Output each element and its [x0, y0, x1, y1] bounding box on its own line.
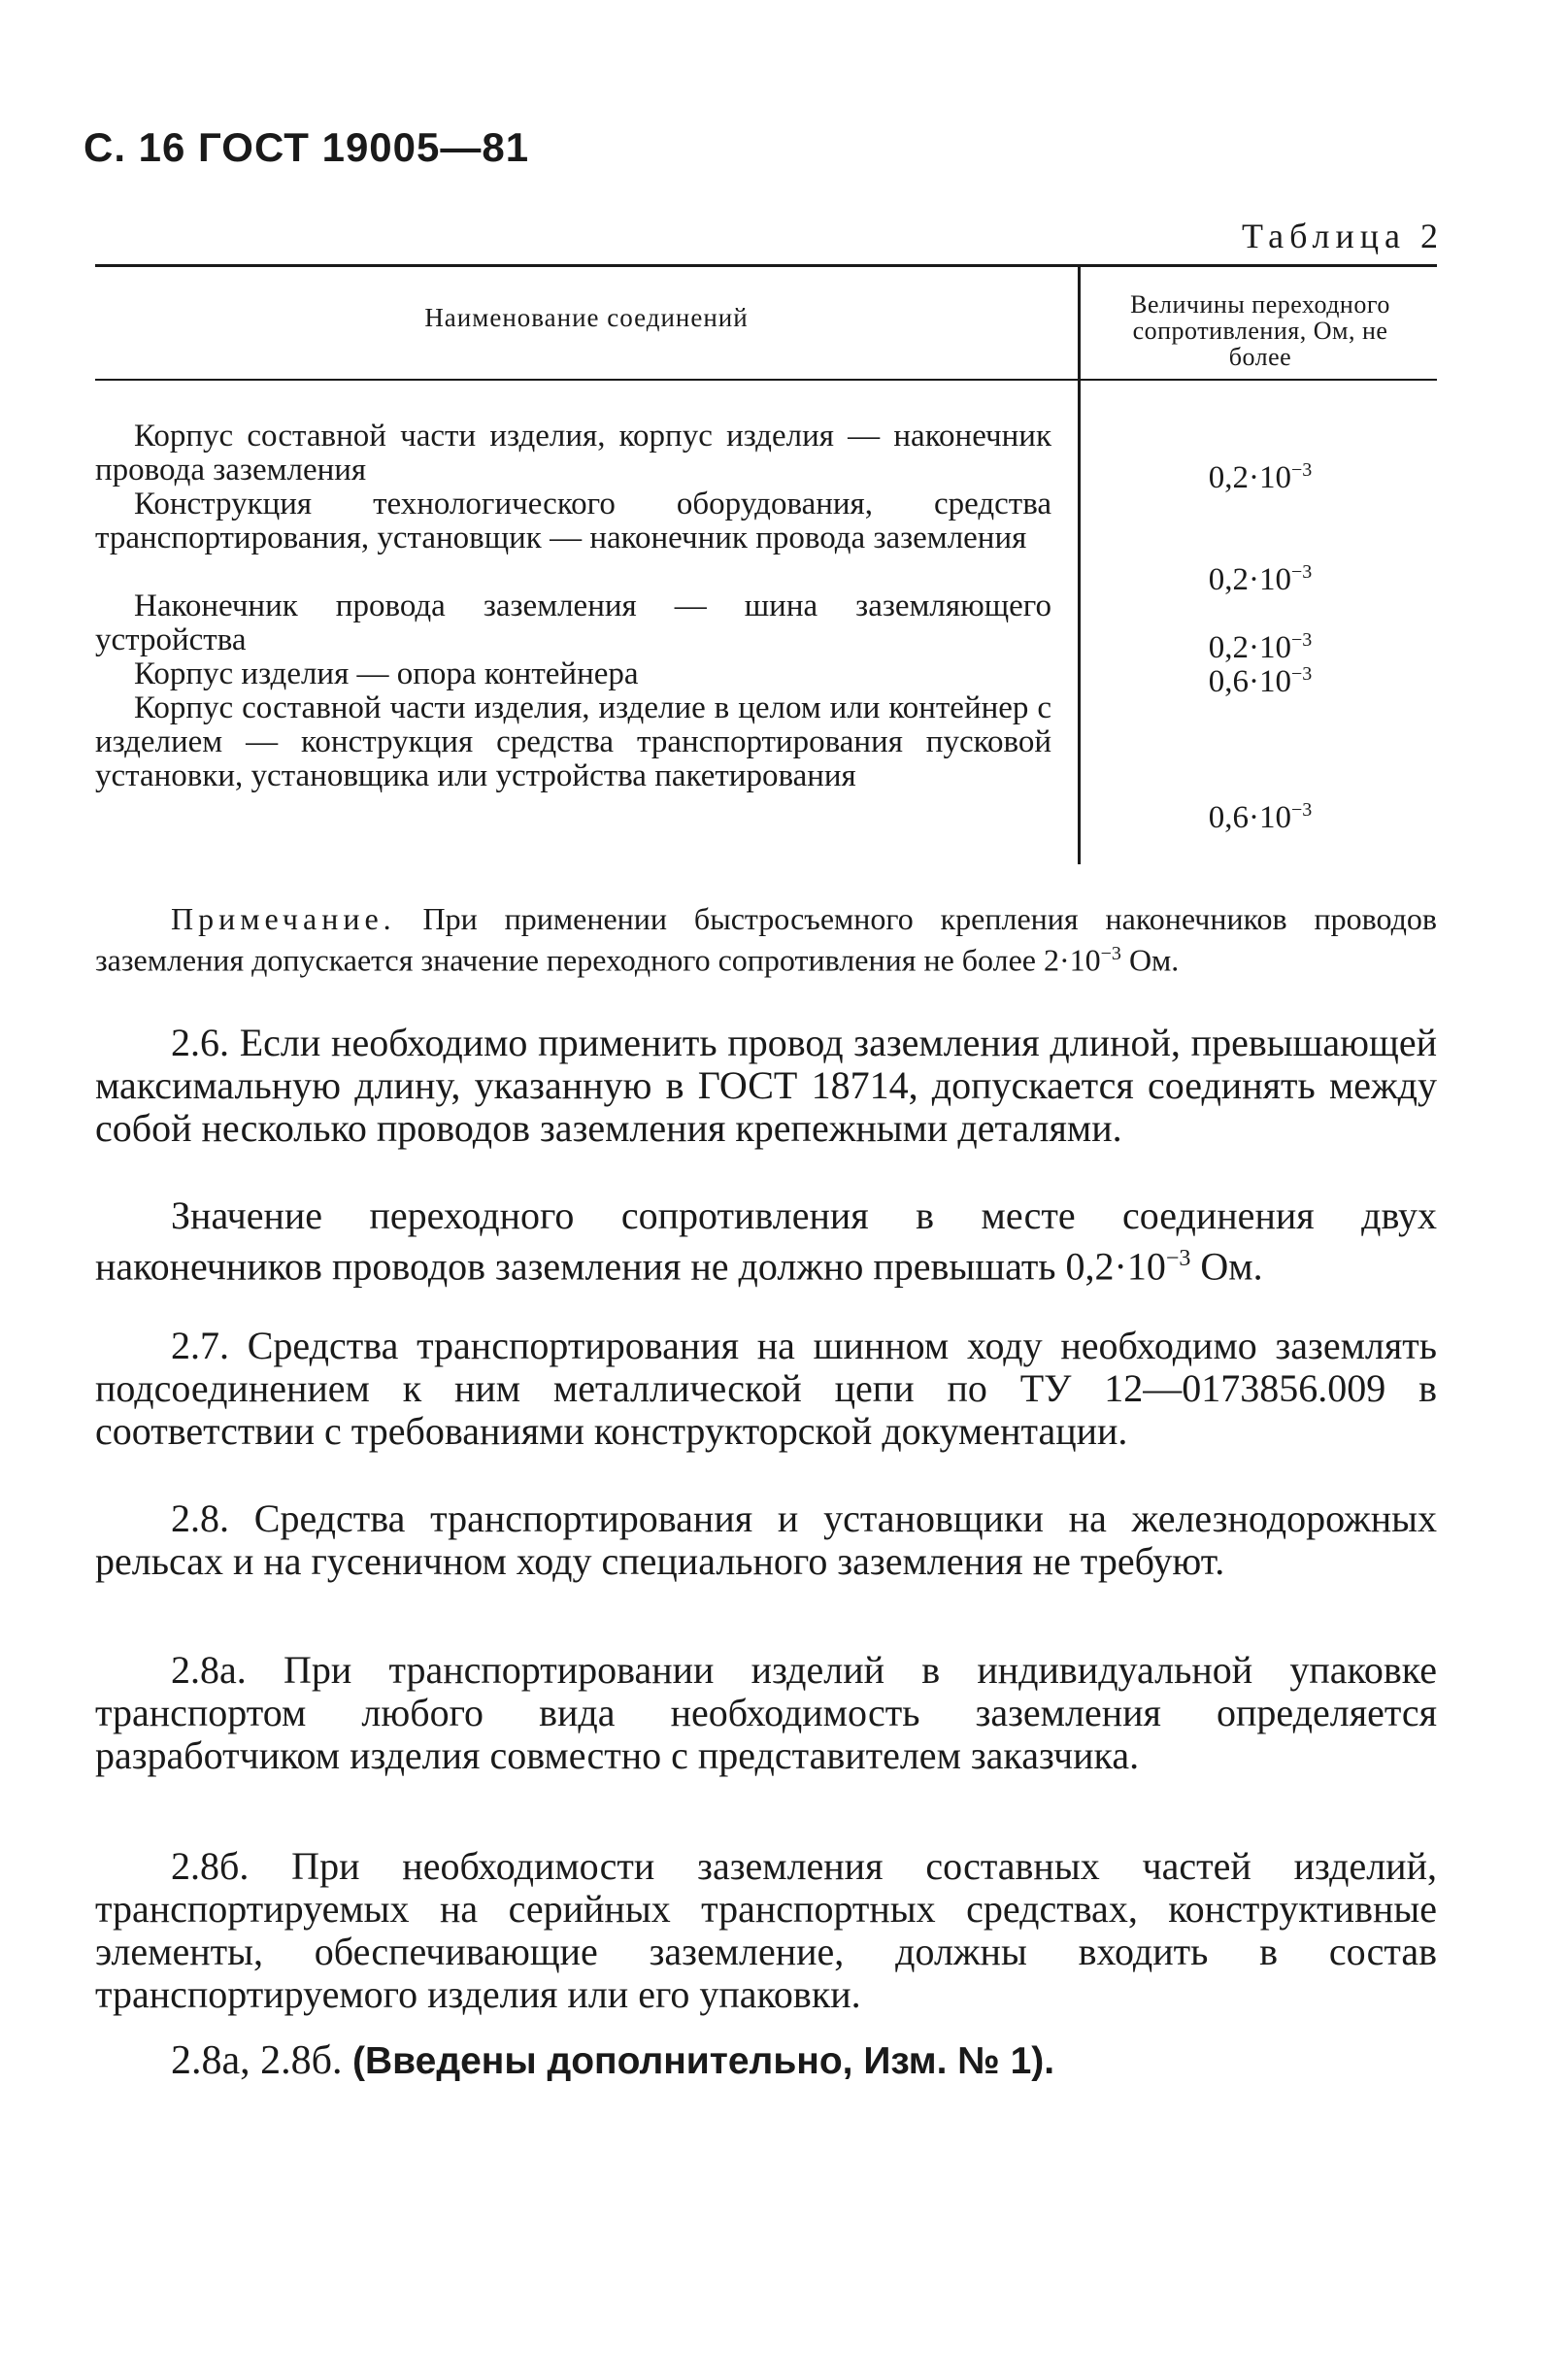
column-header-value: [1084, 291, 1437, 370]
paragraph-text: 2.6. Если необходимо применить провод заземления длиной, превышающей максимальную длину, указанную в ГОСТ 18714, допускается соединять между собой несколько проводов заземления крепежными деталями.: [95, 1021, 1437, 1150]
paragraph-text: 2.8. Средства транспортирования и установщики на железнодорожных рельсах и на гусеничном ходу специального заземления не требуют.: [95, 1496, 1437, 1583]
row-value-exponent: −3: [1290, 629, 1313, 651]
paragraph-text: Значение переходного сопротивления в месте соединения двух наконечников проводов заземления не должно превышать 0,2·10: [95, 1193, 1437, 1289]
note-text-end: Ом.: [1120, 942, 1180, 978]
note-lead: Примечание.: [171, 901, 396, 936]
amendment-ref: 2.8а, 2.8б.: [171, 2038, 353, 2083]
paragraph-2-6-value: [95, 1194, 1437, 1288]
note-text: При применении быстросъемного крепления наконечников проводов заземления допускается значение переходного сопротивления не более 2·10: [95, 901, 1437, 978]
column-header-value-line: более: [1228, 343, 1292, 371]
paragraph-2-7: [95, 1325, 1437, 1453]
amendment-text: (Введены дополнительно, Изм. № 1).: [352, 2040, 1055, 2082]
page-header: С. 16 ГОСТ 19005—81: [83, 124, 530, 170]
table-note: [95, 901, 1437, 978]
table-row-value: [1084, 555, 1437, 597]
row-value-text: 0,2·10: [1208, 630, 1291, 665]
row-value-exponent: −3: [1290, 459, 1313, 481]
amendment-note: [171, 2037, 1054, 2084]
table-column-divider: [1078, 264, 1081, 864]
paragraph-2-8b: [95, 1845, 1437, 2016]
table-row-name: [95, 657, 1051, 691]
row-name-text: Конструкция технологического оборудования, средства транспортирования, установщик — наконечник провода заземления: [95, 487, 1051, 555]
paragraph-exponent: −3: [1165, 1246, 1191, 1271]
table-row-name: [95, 420, 1051, 487]
table-row-value: [1084, 793, 1437, 835]
row-name-text: Корпус составной части изделия, корпус изделия — наконечник провода заземления: [95, 419, 1051, 487]
table-row-name: [95, 487, 1051, 555]
row-name-text: Корпус составной части изделия, изделие в целом или контейнер с изделием — конструкция средства транспортирования пусковой установки, установщика или устройства пакетирования: [95, 690, 1051, 793]
row-value-exponent: −3: [1290, 561, 1313, 583]
table-caption: Таблица 2: [1242, 217, 1444, 255]
paragraph-text: 2.8б. При необходимости заземления составных частей изделий, транспортируемых на серийных транспортных средствах, конструктивные элементы, обеспечивающие заземление, должны входить в состав транспортируемого изделия или его упаковки.: [95, 1844, 1437, 2016]
row-value-exponent: −3: [1290, 799, 1313, 821]
column-header-value-line: Величины переходного: [1130, 290, 1390, 319]
table-row-value: [1084, 657, 1437, 699]
paragraph-text: 2.8а. При транспортировании изделий в индивидуальной упаковке транспортом любого вида необходимость заземления определяется разработчиком изделия совместно с представителем заказчика.: [95, 1648, 1437, 1777]
table-top-rule: [95, 264, 1437, 267]
table-row-name: [95, 691, 1051, 793]
table-row-name: [95, 589, 1051, 657]
table-row-value: [1084, 454, 1437, 495]
paragraph-2-8: [95, 1497, 1437, 1583]
paragraph-2-8a: [95, 1649, 1437, 1777]
paragraph-text-end: Ом.: [1190, 1244, 1263, 1289]
column-header-name: Наименование соединений: [424, 303, 749, 332]
row-value-text: 0,2·10: [1208, 460, 1291, 495]
column-header-value-line: сопротивления, Ом, не: [1132, 317, 1388, 345]
row-name-text: Корпус изделия — опора контейнера: [134, 656, 639, 691]
resistance-table: [95, 264, 1437, 864]
paragraph-2-6: [95, 1022, 1437, 1150]
row-value-text: 0,6·10: [1208, 664, 1291, 699]
table-header-rule: [95, 379, 1437, 381]
row-value-exponent: −3: [1290, 663, 1313, 685]
row-value-text: 0,2·10: [1208, 562, 1291, 597]
row-value-text: 0,6·10: [1208, 800, 1291, 835]
note-exponent: −3: [1100, 943, 1121, 964]
row-name-text: Наконечник провода заземления — шина заземляющего устройства: [95, 588, 1051, 657]
paragraph-text: 2.7. Средства транспортирования на шинном ходу необходимо заземлять подсоединением к ним металлической цепи по ТУ 12—0173856.009 в соответствии с требованиями конструкторской документации.: [95, 1324, 1437, 1453]
